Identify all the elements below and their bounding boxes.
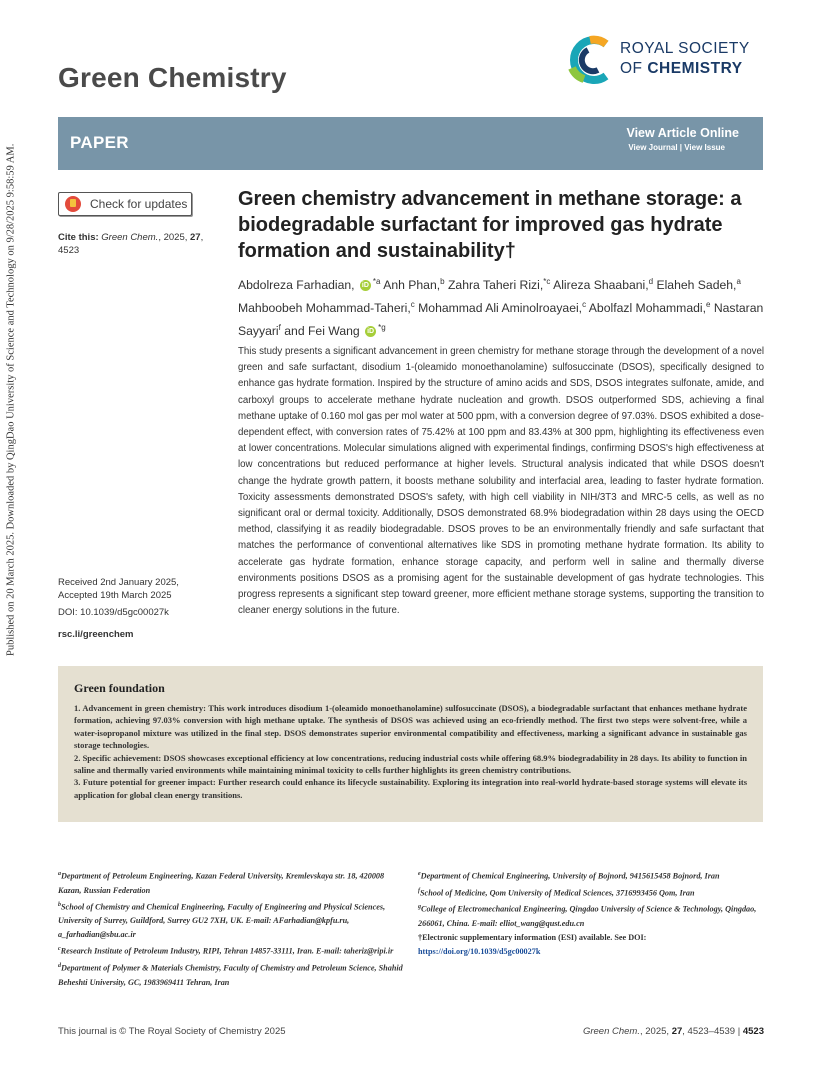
article-type-label: PAPER [70,133,129,152]
green-foundation-box [58,666,763,822]
affiliation: $^b$School of Chemistry and Chemical Engineering, Faculty of Engineering and Physical Sciences, University of Surrey, Guildford, Surrey GU2 7XH, UK. E-mail: AFarhadian@kpfu.ru, a_farhadian@sbu.ac.ir [58,901,386,940]
affiliation: $^a$Department of Petroleum Engineering, Kazan Federal University, Kremlevskaya str. 18, 420008 Kazan, Russian Federation [58,871,385,895]
author[interactable]: Elaheh Sadeh,$^a$ [656,277,741,293]
rsc-logo-icon [566,34,614,86]
journal-title[interactable]: Green Chemistry [58,62,287,93]
green-foundation-heading: Green foundation [74,681,165,695]
footer-copyright: This journal is © The Royal Society of Chemistry 2025 [58,1026,286,1037]
author[interactable]: Mohammad Ali Aminolroayaei,$^c$ [418,300,587,316]
affiliation: $^g$College of Electromechanical Engineering, Qingdao University of Science & Technology, Qingdao, 266061, China. E-mail: elliot_wang@qust.edu.cn [418,904,757,929]
page-number: 4523 [742,1026,764,1037]
publisher-name-line1: ROYAL SOCIETY [620,40,750,57]
article-history [58,577,228,602]
author[interactable]: Nastaran Sayyari$^f$ [238,301,764,339]
author[interactable]: Anh Phan,$^b$ [383,277,445,293]
affiliation: $^f$School of Medicine, Qom University of Medical Sciences, 3716993456 Qom, Iran [418,887,695,898]
author[interactable]: and Fei Wang iD $^{*g}$ [284,323,386,339]
affiliations-left [58,867,403,990]
crossmark-icon [65,196,81,212]
author[interactable]: Abolfazl Mohammadi,$^e$ [588,300,711,316]
esi-doi-link[interactable]: https://doi.org/10.1039/d5gc00027k [418,947,541,957]
banner-links: View Journal | View Issue [628,143,725,152]
author-list [238,272,768,341]
affiliation: $^d$Department of Polymer & Materials Chemistry, Faculty of Chemistry and Petroleum Science, Shahid Beheshti University, GC, 1983969411 Tehran, Iran [58,963,403,987]
author[interactable]: Mahboobeh Mohammad-Taheri,$^c$ [238,300,415,316]
orcid-icon[interactable]: iD [361,282,369,290]
accepted-date: Accepted 19th March 2025 [58,589,172,601]
doi[interactable]: DOI: 10.1039/d5gc00027k [58,607,169,618]
abstract: This study presents a significant advancement in green chemistry for methane storage through the development of a novel green and safe surfactant, disodium 1-(oleamido monoethanolamine) sulfosuccinate (DSOS), specifically designed to enhance gas hydrate formation. Inspired by the structure of amino acids and SDS, DSOS integrates sulfonate, amide, and carboxyl groups to accelerate methane hydrate nucleation and growth. DSOS outperformed SDS, achieving a final methane uptake of 0.160 mol gas per mol water at 500 ppm, with a conversion degree of 97.03%. DSOS exhibited a dose-dependent effect, with conversion rates of 75.42% at 100 ppm and 83.43% at 300 ppm, highlighting its effectiveness even at lower concentrations. Molecular simulations aligned with experimental findings, confirming DSOS's high effectiveness at low concentrations but reduced performance at higher levels. Structural analysis indicated that while DSOS doesn't change the hydrate growth pattern, it boosts methane solubility and interfacial area, leading to faster hydrate formation. Toxicity assessments demonstrated DSOS's safety, with high cell viability in NIH/3T3 and MRC-5 cells, as well as no significant oral or dermal toxicity. Additionally, DSOS demonstrated 68.9% biodegradation within 28 days using the OECD method, classifying it as readily biodegradable. DSOS proves to be an environmentally friendly and safe surfactant that matches the performance of conventional alternatives like SDS in promoting methane hydrate formation. Its ability to accelerate gas hydrate formation, enhance storage capacity, and perform well in saline and thermally diverse environments positions DSOS as a promising agent for the sustainable development of gas hydrate technologies. This progress represents a significant step toward greener, more efficient methane storage systems, supporting the transition to cleaner energy solutions in the future. [238,346,764,617]
green-foundation-item: 3. Future potential for greener impact: Further research could enhance its lifecycle sustainability. Exploring its integration into real-world hydrate-based storage systems will elevate its application for global clean energy transitions. [74,777,747,800]
view-article-online-link[interactable]: View Article Online [626,126,739,140]
affiliation: $^c$Research Institute of Petroleum Industry, RIPI, Tehran 14857-33111, Iran. E-mail: taheriz@ripi.ir [58,946,394,957]
publisher-logo[interactable] [566,34,766,86]
esi-note: †Electronic supplementary information (ESI) available. See DOI: https://doi.org/10.1039/d5gc00027k [418,933,647,957]
journal-link[interactable]: rsc.li/greenchem [58,629,134,640]
footer-citation: Green Chem., 2025, 27, 4523–4539 | 4523 [582,1026,764,1037]
view-journal-link[interactable]: View Journal [628,143,678,152]
download-watermark: Published on 20 March 2025. Downloaded by QingDao University of Science and Technology on 9/28/2025 9:58:59 AM. [5,143,17,657]
received-date: Received 2nd January 2025, [58,577,179,588]
citation: Cite this: Green Chem., 2025, 27, 4523 [58,232,204,256]
author[interactable]: Abdolreza Farhadian, iD $^{*a}$ [238,277,381,293]
check-for-updates-label: Check for updates [90,197,188,211]
article-type-banner [58,117,763,170]
affiliation: $^e$Department of Chemical Engineering, University of Bojnord, 9415615458 Bojnord, Iran [418,871,720,881]
author[interactable]: Zahra Taheri Rizi,$^{*c}$ [447,277,551,293]
orcid-icon[interactable]: iD [367,328,375,336]
affiliations-right [418,867,765,959]
view-issue-link[interactable]: View Issue [684,143,725,152]
publisher-name-line2: OF CHEMISTRY [620,60,743,77]
green-foundation-item: 2. Specific achievement: DSOS showcases exceptional efficiency at low concentrations, reducing industrial costs while offering 68.9% biodegradability in 28 days. Its ability to function in saline and thermally varied environments while maintaining minimal toxicity to cells further highlights its green chemistry contributions. [74,752,747,776]
author[interactable]: Alireza Shaabani,$^d$ [553,277,654,293]
article-title: Green chemistry advancement in methane storage: a biodegradable surfactant for improved gas hydrate formation and sustainability† [238,188,742,262]
check-for-updates-button[interactable] [58,192,192,216]
green-foundation-item: 1. Advancement in green chemistry: This work introduces disodium 1-(oleamido monoethanolamine) sulfosuccinate (DSOS), a biodegradable surfactant that enhances methane hydrate formation, achieving 97.03% conversion with high methane uptake. The synthesis of DSOS was achieved using an eco-friendly method. The first two steps were solvent-free, while a water-isopropanol mixture was utilized in the final step. DSOS demonstrates superior environmental compatibility and effectiveness, marking a significant advance in sustainable gas storage technologies. [74,703,747,751]
